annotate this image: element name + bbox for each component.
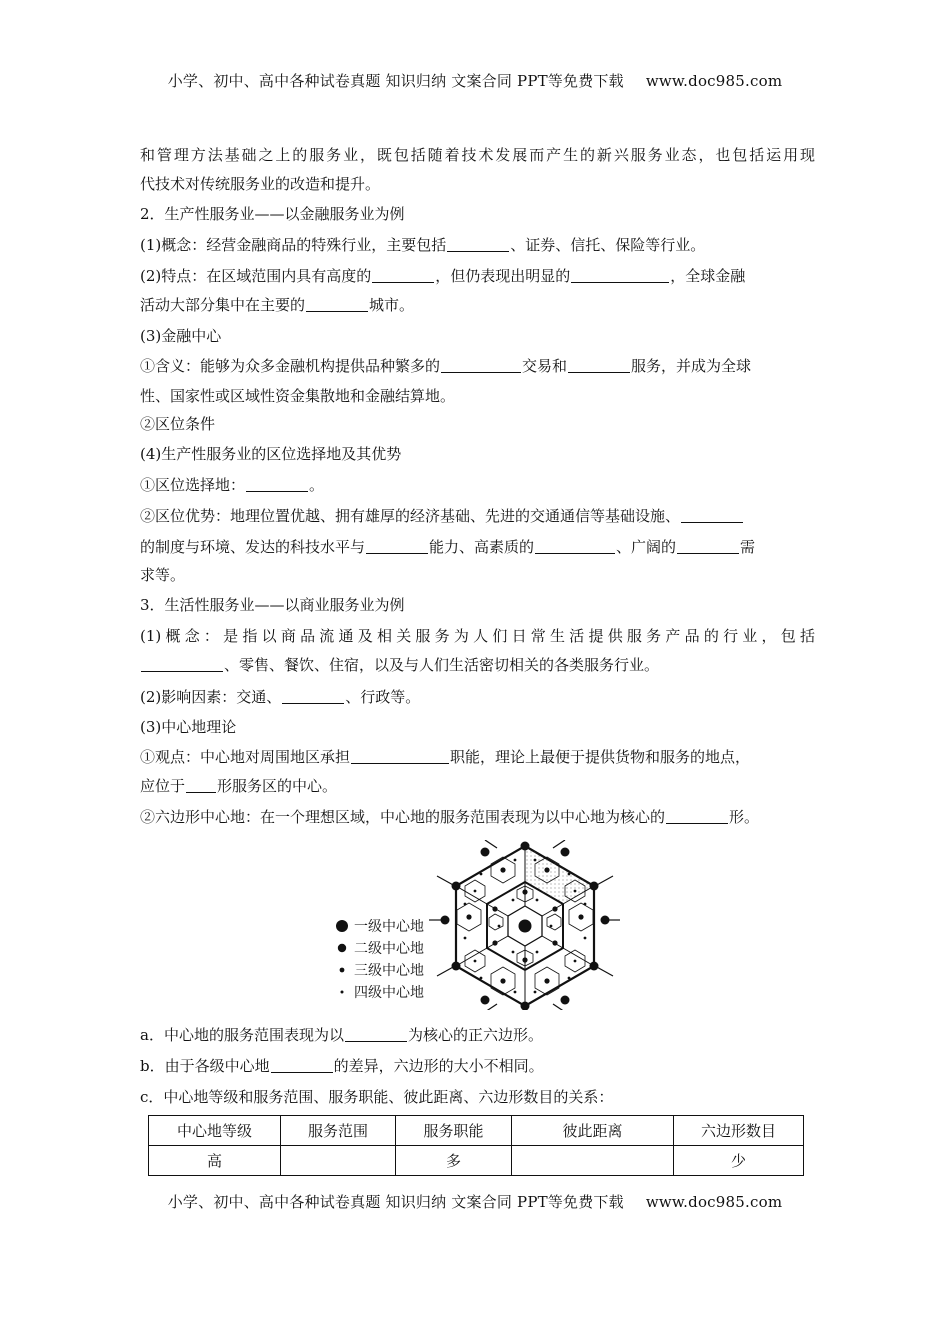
blank[interactable]: [351, 748, 449, 764]
s3-viewpoint-2: 应位于 形服务区的中心。: [140, 777, 338, 795]
blank[interactable]: [345, 1026, 407, 1042]
table-cell: 高: [149, 1146, 281, 1176]
s2-fc-location: ②区位条件: [140, 415, 216, 433]
page-footer: [0, 1191, 950, 1212]
s2-location-choice: (4)生产性服务业的区位选择地及其优势: [140, 445, 402, 463]
blank[interactable]: [246, 476, 308, 492]
blank[interactable]: [568, 357, 630, 373]
s3-hexagon: ②六边形中心地：在一个理想区域，中心地的服务范围表现为以中心地为核心的 形。: [140, 808, 760, 826]
footer-text: 小学、初中、高中各种试卷真题 知识归纳 文案合同 PPT等免费下载: [167, 1193, 624, 1211]
intro-line-1: 和管理方法基础之上的服务业，既包括随着技术发展而产生的新兴服务业态，也包括运用现: [140, 146, 815, 164]
s2-advantage-1: ②区位优势：地理位置优越、拥有雄厚的经济基础、先进的交通通信等基础设施、: [140, 506, 815, 526]
table-header-row: [149, 1116, 804, 1146]
section-3-title: 3．生活性服务业——以商业服务业为例: [140, 596, 405, 614]
table-cell: 少: [674, 1146, 804, 1176]
point-c: c．中心地等级和服务范围、服务职能、彼此距离、六边形数目的关系：: [140, 1088, 614, 1106]
legend-level-3: 三级中心地: [354, 963, 424, 979]
diagram-legend: [336, 918, 424, 1001]
central-place-table: [148, 1115, 804, 1176]
blank[interactable]: [186, 777, 216, 793]
s2-location-site: ①区位选择地： 。: [140, 476, 325, 494]
table-header-cell: 中心地等级: [149, 1116, 281, 1146]
table-header-cell: 服务范围: [281, 1116, 396, 1146]
blank[interactable]: [141, 656, 223, 672]
s3-factors: (2)影响因素：交通、 、行政等。: [140, 688, 421, 706]
blank[interactable]: [666, 808, 728, 824]
s3-central-place-theory: (3)中心地理论: [140, 718, 237, 736]
header-text: 小学、初中、高中各种试卷真题 知识归纳 文案合同 PPT等免费下载: [167, 72, 624, 90]
s2-finance-center: (3)金融中心: [140, 327, 222, 345]
table-cell[interactable]: [512, 1146, 674, 1176]
s2-fc-meaning-2: 性、国家性或区域性资金集散地和金融结算地。: [140, 387, 456, 405]
s2-feature-2: 活动大部分集中在主要的 城市。: [140, 296, 415, 314]
blank[interactable]: [681, 507, 743, 523]
blank[interactable]: [441, 357, 521, 373]
section-2-title: 2．生产性服务业——以金融服务业为例: [140, 205, 405, 223]
intro-line-2: 代技术对传统服务业的改造和提升。: [140, 175, 381, 193]
s3-concept-2: 、零售、餐饮、住宿，以及与人们生活密切相关的各类服务行业。: [140, 655, 815, 675]
point-b: b．由于各级中心地 的差异，六边形的大小不相同。: [140, 1057, 544, 1075]
first-level-center: [519, 920, 532, 933]
s2-concept: (1)概念：经营金融商品的特殊行业，主要包括 、证券、信托、保险等行业。: [140, 236, 706, 254]
legend-level-1: 一级中心地: [354, 919, 424, 935]
table-row: [149, 1146, 804, 1176]
blank[interactable]: [306, 296, 368, 312]
table-cell[interactable]: [281, 1146, 396, 1176]
blank[interactable]: [447, 236, 509, 252]
point-a: a．中心地的服务范围表现为以 为核心的正六边形。: [140, 1026, 543, 1044]
legend-level-2: 二级中心地: [354, 941, 424, 957]
s2-fc-meaning-1: ①含义：能够为众多金融机构提供品种繁多的 交易和 服务，并成为全球: [140, 357, 752, 375]
blank[interactable]: [677, 538, 739, 554]
hexagon-network: [429, 840, 620, 1010]
blank[interactable]: [271, 1057, 333, 1073]
legend-level-4: 四级中心地: [354, 985, 424, 1001]
legend-marker-level-4: [341, 991, 344, 994]
s2-advantage-3: 求等。: [140, 566, 186, 584]
blank[interactable]: [282, 688, 344, 704]
legend-marker-level-3: [340, 968, 345, 973]
table-header-cell: 六边形数目: [674, 1116, 804, 1146]
s2-feature-1: (2)特点：在区域范围内具有高度的 ，但仍表现出明显的 ，全球金融: [140, 267, 746, 285]
blank[interactable]: [571, 267, 669, 283]
blank[interactable]: [366, 538, 428, 554]
footer-url[interactable]: www.doc985.com: [645, 1193, 783, 1211]
table-header-cell: 服务职能: [396, 1116, 512, 1146]
header-url[interactable]: www.doc985.com: [645, 72, 783, 90]
s2-advantage-2: 的制度与环境、发达的科技水平与 能力、高素质的 、广阔的 需: [140, 538, 756, 556]
blank[interactable]: [535, 538, 615, 554]
legend-marker-level-2: [338, 944, 346, 952]
table-header-cell: 彼此距离: [512, 1116, 674, 1146]
s3-viewpoint-1: ①观点：中心地对周围地区承担 职能，理论上最便于提供货物和服务的地点，: [140, 748, 751, 766]
blank[interactable]: [372, 267, 434, 283]
central-place-diagram: [330, 840, 620, 1010]
s3-concept-1: (1)概念：是指以商品流通及相关服务为人们日常生活提供服务产品的行业，包括: [140, 627, 815, 645]
table-cell: 多: [396, 1146, 512, 1176]
page-header: [0, 70, 950, 91]
legend-marker-level-1: [336, 920, 348, 932]
